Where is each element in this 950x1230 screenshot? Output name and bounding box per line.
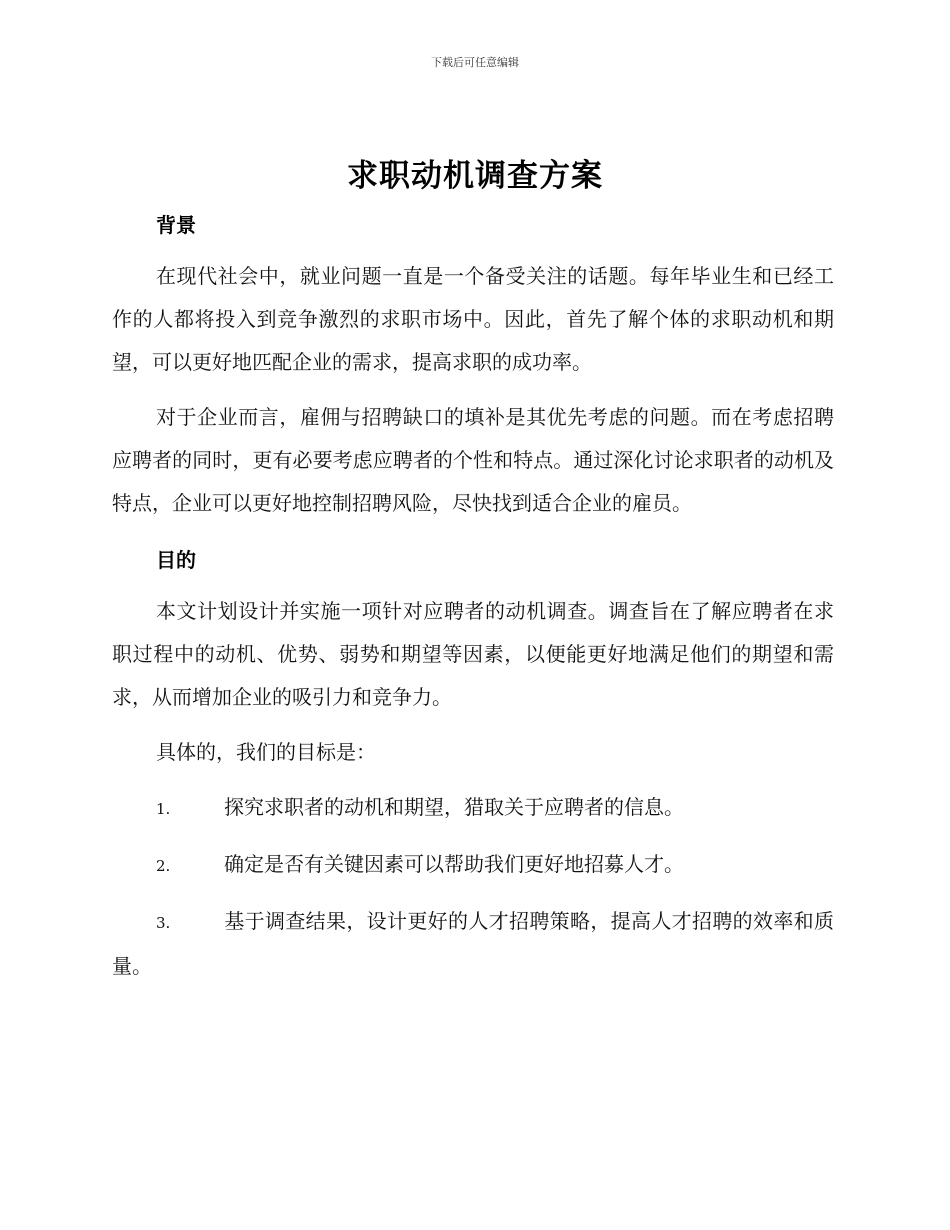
list-item-text: 基于调查结果，设计更好的人才招聘策略，提高人才招聘的效率和质量。 bbox=[112, 909, 834, 978]
list-item-text: 探究求职者的动机和期望，猎取关于应聘者的信息。 bbox=[224, 795, 684, 819]
list-number: 2. bbox=[156, 857, 171, 875]
list-item bbox=[112, 786, 834, 831]
paragraph: 本文计划设计并实施一项针对应聘者的动机调查。调查旨在了解应聘者在求职过程中的动机、优势、弱势和期望等因素，以便能更好地满足他们的期望和需求，从而增加企业的吸引力和竞争力。 bbox=[112, 599, 834, 709]
paragraph: 对于企业而言，雇佣与招聘缺口的填补是其优先考虑的问题。而在考虑招聘应聘者的同时，更有必要考虑应聘者的个性和特点。通过深化讨论求职者的动机及特点，企业可以更好地控制招聘风险，尽快找到适合企业的雇员。 bbox=[112, 405, 834, 515]
list-item bbox=[112, 843, 834, 888]
list-item bbox=[112, 900, 834, 988]
document-title: 求职动机调查方案 bbox=[347, 158, 603, 194]
page-header: 下载后可任意编辑 bbox=[431, 56, 519, 69]
list-number: 1. bbox=[156, 800, 171, 818]
section-heading-background: 背景 bbox=[156, 213, 196, 237]
paragraph: 具体的，我们的目标是： bbox=[156, 740, 376, 764]
paragraph: 在现代社会中，就业问题一直是一个备受关注的话题。每年毕业生和已经工作的人都将投入到竞争激烈的求职市场中。因此，首先了解个体的求职动机和期望，可以更好地匹配企业的需求，提高求职的成功率。 bbox=[112, 264, 834, 374]
section-heading-purpose: 目的 bbox=[156, 548, 196, 572]
document-body bbox=[112, 204, 834, 1000]
list-item-text: 确定是否有关键因素可以帮助我们更好地招募人才。 bbox=[224, 852, 684, 876]
list-number: 3. bbox=[156, 914, 171, 932]
